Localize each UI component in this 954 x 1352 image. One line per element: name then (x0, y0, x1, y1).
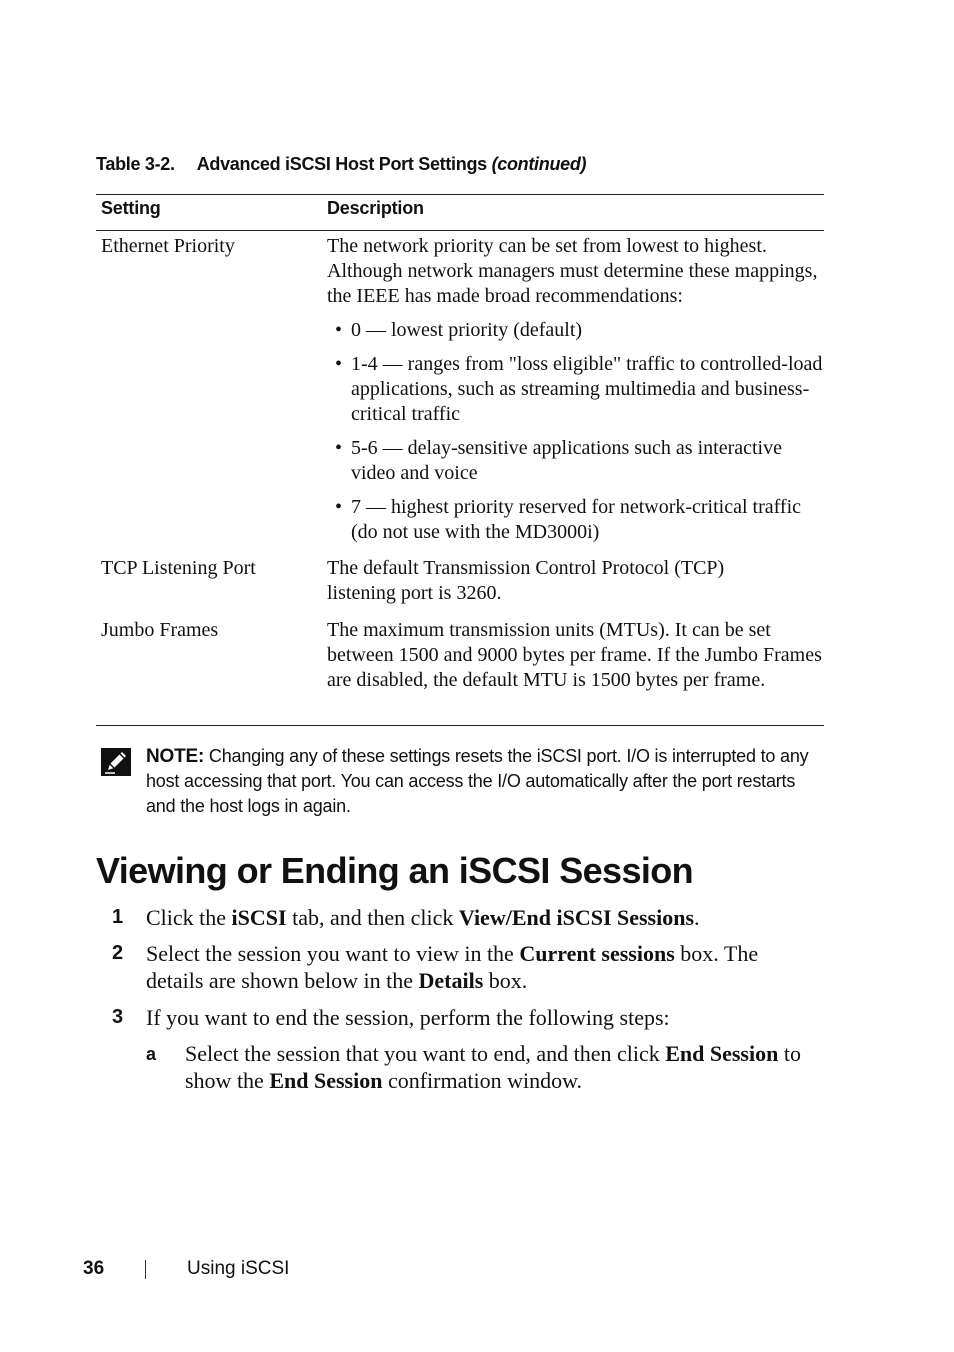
bullet-item (351, 436, 823, 486)
bullet-text: — ranges from "loss eligible" traffic to controlled-load applications, such as streaming multimedia and business-critical traffic (351, 353, 823, 425)
step-number: 2 (112, 942, 124, 964)
ui-term: View/End iSCSI Sessions (458, 905, 695, 930)
caption-suffix: (continued) (491, 154, 587, 174)
row-jumbo-frames-description: The maximum transmission units (MTUs). It can be set between 1500 and 9000 bytes per frame. If the Jumbo Frames are disabled, the default MTU is 1500 bytes per frame. (327, 619, 822, 691)
bullet-text: — delay-sensitive applications such as interactive video and voice (351, 437, 782, 484)
step-2: Select the session you want to view in the Current sessions box. The details are shown below in the Details box. (146, 941, 759, 993)
row-jumbo-frames-setting: Jumbo Frames (101, 619, 219, 641)
bullet-dot: • (335, 437, 343, 459)
caption-number: Table 3-2. (96, 154, 175, 174)
bullet-item (351, 495, 823, 545)
note-text (146, 744, 826, 819)
table-caption (96, 154, 586, 175)
note-body: Changing any of these settings resets the iSCSI port. I/O is interrupted to any host accessing that port. You can access the I/O automatically after the port restarts and the host logs in again. (146, 746, 809, 816)
page-number: 36 (83, 1258, 105, 1279)
table-header-rule (96, 230, 824, 231)
ui-term: Details (418, 968, 484, 993)
step-3: If you want to end the session, perform the following steps: (146, 1005, 670, 1030)
ui-term: End Session (269, 1068, 383, 1093)
ui-term: Current sessions (519, 941, 675, 966)
bullet-item (351, 318, 823, 343)
note-label: NOTE: (146, 746, 205, 767)
step-number: 1 (112, 906, 124, 928)
footer-divider (145, 1260, 146, 1279)
bullet-key: 1-4 (351, 353, 378, 375)
bullet-text: — highest priority reserved for network-critical traffic (do not use with the MD3000i) (351, 496, 802, 543)
bullet-dot: • (335, 496, 343, 518)
bullet-dot: • (335, 319, 343, 341)
table-bottom-rule (96, 725, 824, 726)
row-ethernet-priority-description: The network priority can be set from lowest to highest. Although network managers must determine these mappings, the IEEE has made broad recommendations: (327, 235, 818, 307)
substep-a: Select the session that you want to end, and then click End Session to show the End Session confirmation window. (185, 1041, 801, 1093)
row-tcp-port-setting: TCP Listening Port (101, 557, 256, 579)
ui-term: End Session (665, 1041, 779, 1066)
ui-term: iSCSI (231, 905, 287, 930)
pencil-note-icon (101, 748, 131, 776)
header-description: Description (327, 198, 424, 218)
row-ethernet-priority-setting: Ethernet Priority (101, 235, 235, 257)
bullet-key: 5-6 (351, 437, 378, 459)
step-number: 3 (112, 1006, 124, 1028)
bullet-key: 0 (351, 319, 361, 341)
bullet-text: — lowest priority (default) (361, 319, 583, 341)
header-setting: Setting (101, 198, 161, 218)
caption-title: Advanced iSCSI Host Port Settings (196, 154, 487, 174)
step-1: Click the iSCSI tab, and then click View/End iSCSI Sessions. (146, 905, 700, 930)
footer-chapter: Using iSCSI (187, 1258, 290, 1279)
bullet-item (351, 352, 823, 427)
bullet-key: 7 (351, 496, 361, 518)
bullet-dot: • (335, 353, 343, 375)
table-top-rule (96, 194, 824, 195)
substep-letter: a (146, 1044, 157, 1064)
row-tcp-port-description: The default Transmission Control Protocol (TCP) listening port is 3260. (327, 557, 725, 604)
section-heading: Viewing or Ending an iSCSI Session (96, 850, 694, 891)
